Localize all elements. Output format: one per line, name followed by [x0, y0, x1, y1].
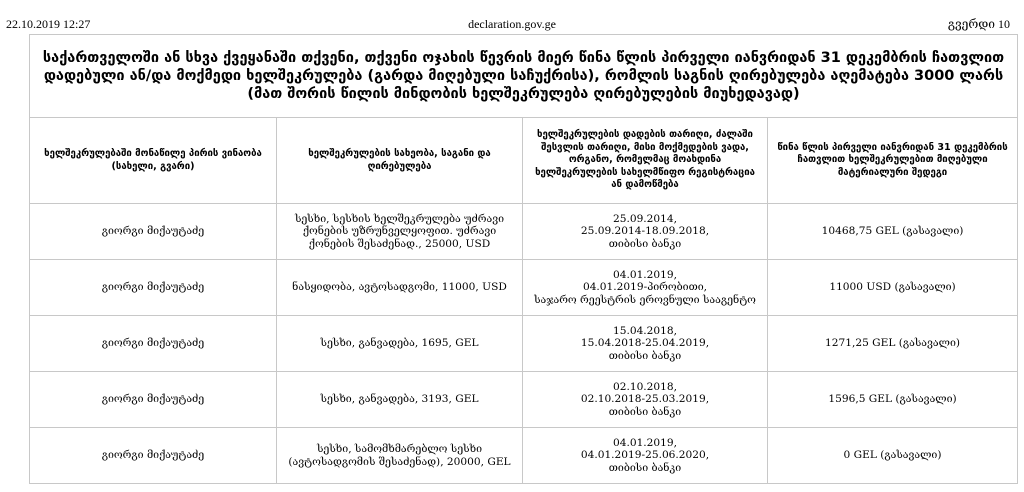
cell-person: გიორგი მიქაუტაძე — [30, 372, 277, 428]
cell-result: 10468,75 GEL (გასავალი) — [768, 204, 1018, 260]
table-row — [30, 204, 1018, 260]
section-title: საქართველოში ან სხვა ქვეყანაში თქვენი, თქვენი ოჯახის წევრის მიერ წინა წლის პირველი იანვრიდან 31 დეკემბრის ჩათვლით დადებული ან/და მოქმედი ხელშეკრულება (გარდა მიღებული საჩუქრისა), რომლის საგნის ღირებულება აღემატება 3000 ლარს (მათ შორის წილის მინდობის ხელშეკრულება ღირებულების მიუხედავად) — [30, 35, 1018, 118]
cell-contract: სესხი, განვადება, 1695, GEL — [277, 316, 523, 372]
cell-dates: 15.04.2018, 15.04.2018-25.04.2019, თიბისი ბანკი — [523, 316, 768, 372]
cell-contract: სესხი, სესხის ხელშეკრულება უძრავი ქონების უზრუნველყოფით. უძრავი ქონების შესაძენად., 25000, USD — [277, 204, 523, 260]
cell-contract: სესხი, სამომხმარებლო სესხი (ავტოსადგომის შესაძენად), 20000, GEL — [277, 428, 523, 484]
page-number: გვერდი 10 — [947, 17, 1010, 31]
column-header-dates: ხელშეკრულების დადების თარიღი, ძალაში შესვლის თარიღი, მისი მოქმედების ვადა, ორგანო, რომელმაც მოახდინა ხელშეკრულების სახელმწიფო რეგისტრაცია ან დამოწმება — [523, 118, 768, 204]
cell-dates: 04.01.2019, 04.01.2019-პირობითი, საჯარო რეესტრის ეროვნული სააგენტო — [523, 260, 768, 316]
contracts-table — [29, 34, 1018, 484]
print-header — [0, 0, 1024, 34]
table-row — [30, 260, 1018, 316]
cell-result: 11000 USD (გასავალი) — [768, 260, 1018, 316]
table-header-row — [30, 118, 1018, 204]
cell-person: გიორგი მიქაუტაძე — [30, 260, 277, 316]
cell-dates: 04.01.2019, 04.01.2019-25.06.2020, თიბისი ბანკი — [523, 428, 768, 484]
column-header-result: წინა წლის პირველი იანვრიდან 31 დეკემბრის ჩათვლით ხელშეკრულებით მიღებული მატერიალური შედეგი — [768, 118, 1018, 204]
section-title-row — [30, 35, 1018, 118]
cell-person: გიორგი მიქაუტაძე — [30, 316, 277, 372]
cell-result: 1271,25 GEL (გასავალი) — [768, 316, 1018, 372]
cell-dates: 25.09.2014, 25.09.2014-18.09.2018, თიბისი ბანკი — [523, 204, 768, 260]
cell-dates: 02.10.2018, 02.10.2018-25.03.2019, თიბისი ბანკი — [523, 372, 768, 428]
table-row — [30, 316, 1018, 372]
cell-result: 0 GEL (გასავალი) — [768, 428, 1018, 484]
site-name: declaration.gov.ge — [468, 17, 556, 31]
cell-contract: სესხი, განვადება, 3193, GEL — [277, 372, 523, 428]
table-row — [30, 372, 1018, 428]
cell-contract: ნასყიდობა, ავტოსადგომი, 11000, USD — [277, 260, 523, 316]
cell-person: გიორგი მიქაუტაძე — [30, 428, 277, 484]
column-header-contract: ხელშეკრულების სახეობა, საგანი და ღირებულება — [277, 118, 523, 204]
print-datetime: 22.10.2019 12:27 — [6, 17, 91, 31]
table-row — [30, 428, 1018, 484]
cell-result: 1596,5 GEL (გასავალი) — [768, 372, 1018, 428]
cell-person: გიორგი მიქაუტაძე — [30, 204, 277, 260]
column-header-person: ხელშეკრულებაში მონაწილე პირის ვინაობა (სახელი, გვარი) — [30, 118, 277, 204]
